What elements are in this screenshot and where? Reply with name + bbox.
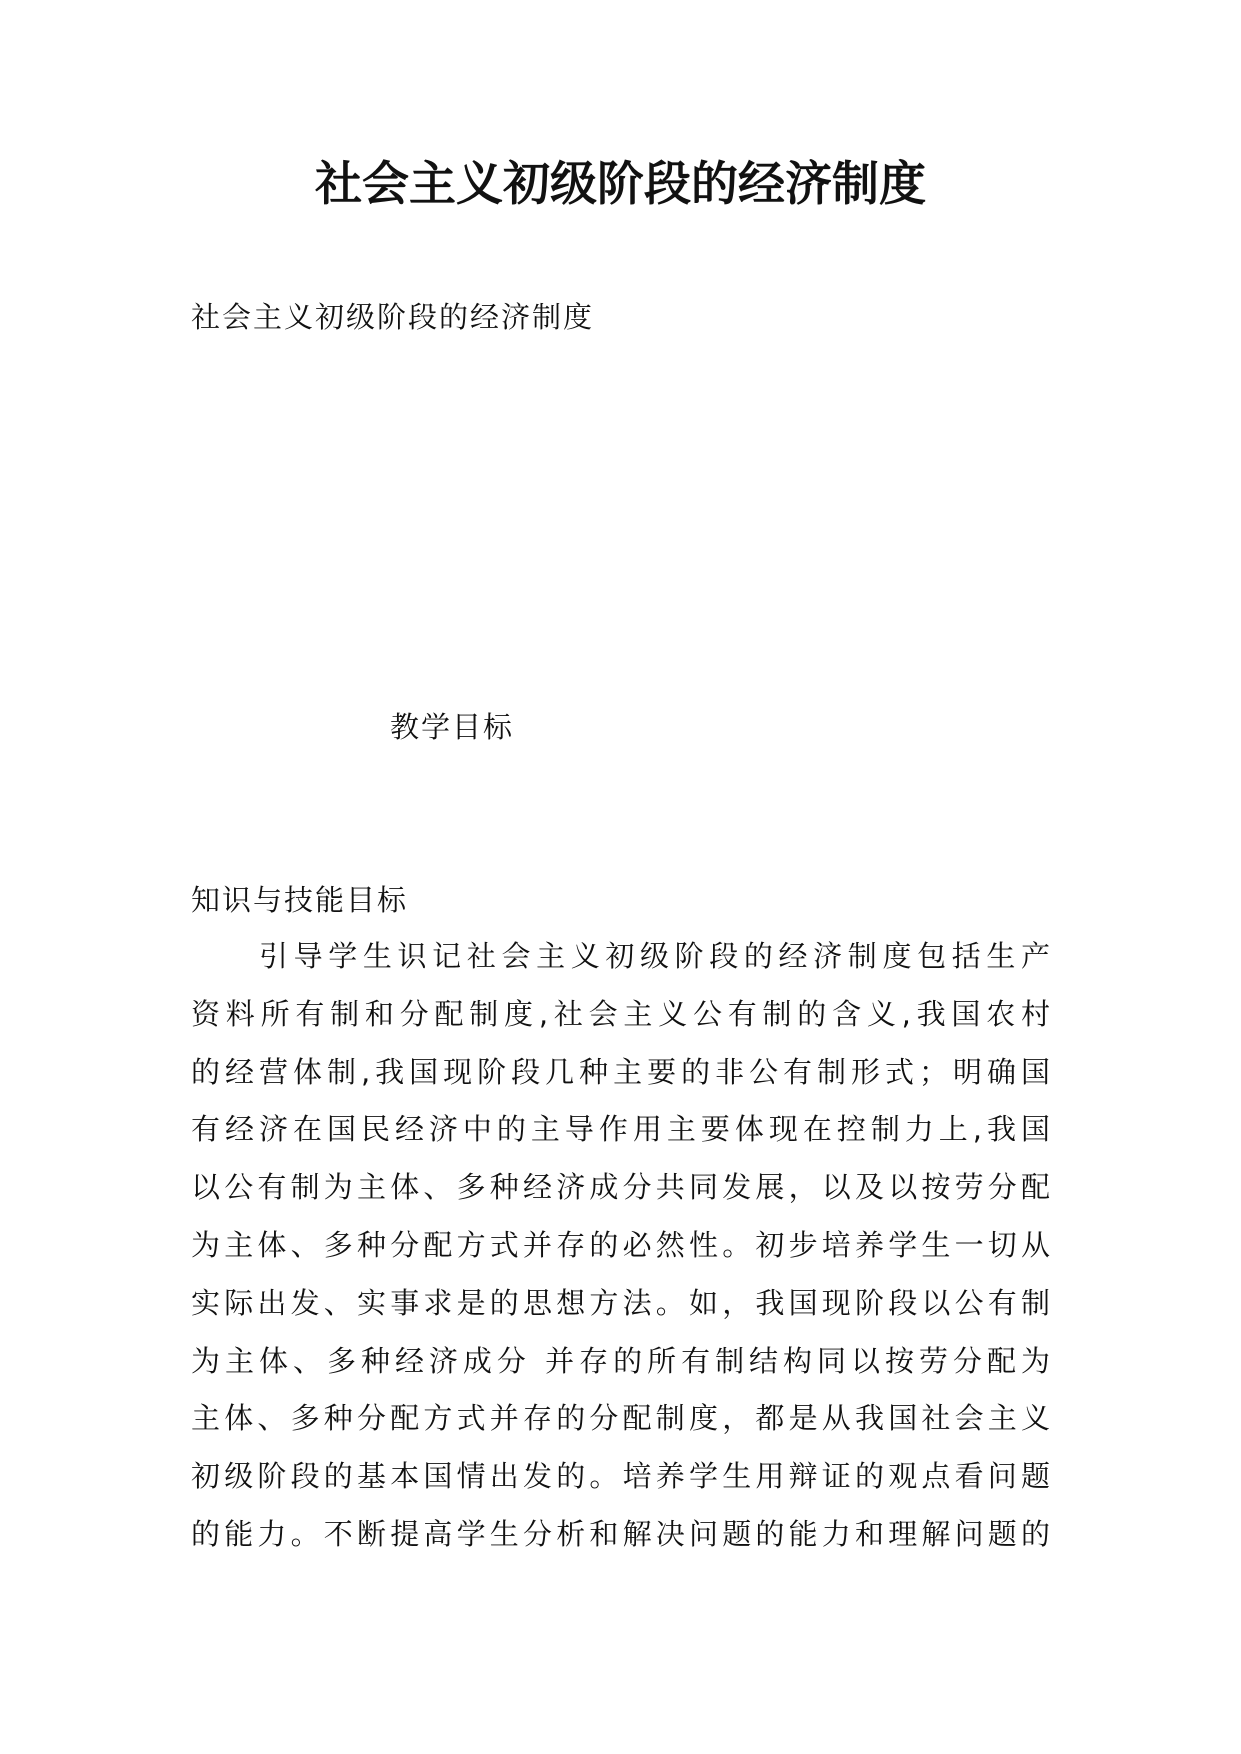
paragraph-line: 的能力。不断提高学生分析和解决问题的能力和理解问题的 — [191, 1516, 1051, 1551]
document-subtitle: 社会主义初级阶段的经济制度 — [191, 300, 595, 334]
paragraph-line: 主体、多种分配方式并存的分配制度，都是从我国社会主义 — [191, 1401, 1051, 1436]
paragraph-line: 实际出发、实事求是的思想方法。如，我国现阶段以公有制 — [191, 1285, 1051, 1320]
subsection-heading-knowledge-skills: 知识与技能目标 — [191, 883, 409, 917]
section-heading-teaching-goals: 教学目标 — [390, 710, 515, 744]
document-title: 社会主义初级阶段的经济制度 — [315, 157, 926, 212]
paragraph-line: 资料所有制和分配制度,社会主义公有制的含义,我国农村 — [191, 996, 1051, 1031]
paragraph-line: 为主体、多种分配方式并存的必然性。初步培养学生一切从 — [191, 1227, 1051, 1262]
paragraph-line: 有经济在国民经济中的主导作用主要体现在控制力上,我国 — [191, 1112, 1051, 1147]
paragraph-line: 为主体、多种经济成分 并存的所有制结构同以按劳分配为 — [191, 1343, 1051, 1378]
paragraph-line: 以公有制为主体、多种经济成分共同发展，以及以按劳分配 — [191, 1170, 1051, 1205]
paragraph-line: 的经营体制,我国现阶段几种主要的非公有制形式；明确国 — [191, 1054, 1051, 1089]
paragraph-line: 引导学生识记社会主义初级阶段的经济制度包括生产 — [259, 939, 1051, 973]
paragraph-line: 初级阶段的基本国情出发的。培养学生用辩证的观点看问题 — [191, 1459, 1051, 1494]
body-paragraph — [191, 928, 1051, 1564]
